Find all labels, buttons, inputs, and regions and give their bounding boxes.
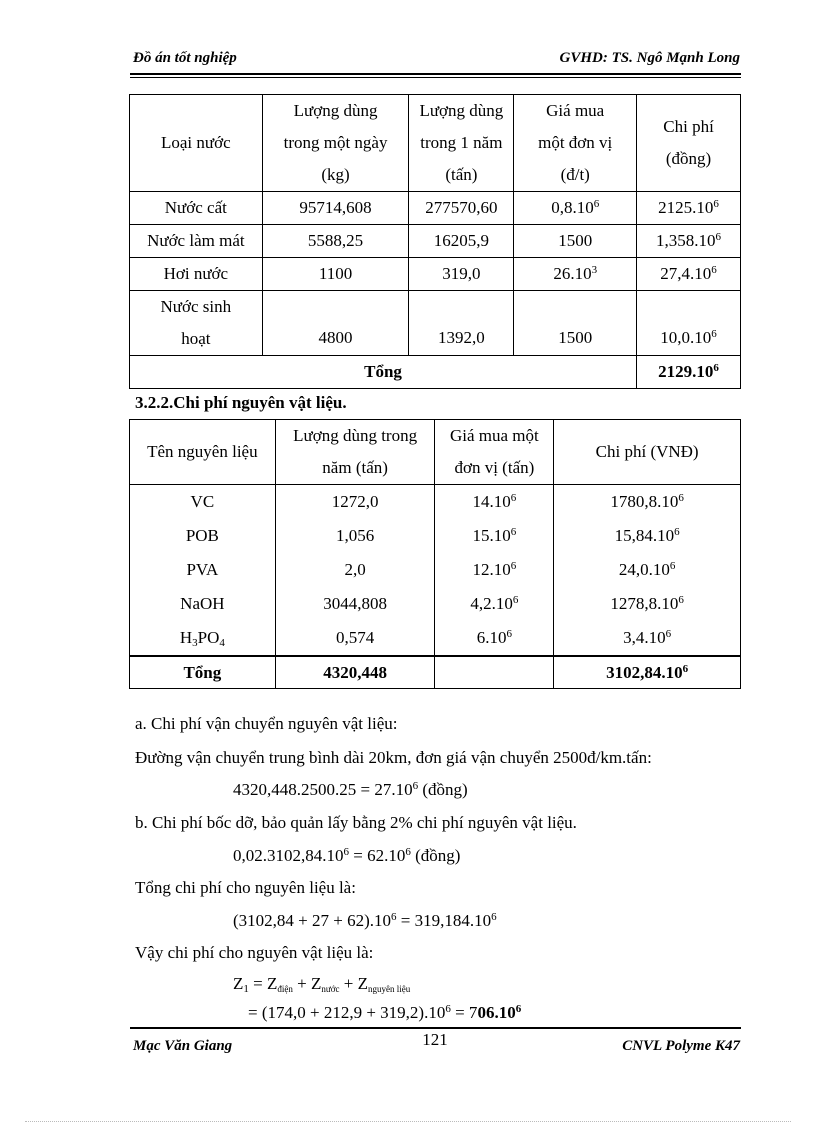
header-left: Đồ án tốt nghiệp <box>133 50 237 66</box>
cell: 3,4.10$^6$ <box>554 621 741 656</box>
header-rule-thin <box>130 77 741 78</box>
table-row <box>130 587 741 621</box>
paragraph-total-title: Tổng chi phí cho nguyên liệu là: <box>135 878 356 897</box>
cell: 24,0.10$^6$ <box>554 553 741 587</box>
cell: $H_3PO_4$ <box>130 621 276 656</box>
table-row <box>130 485 741 520</box>
formula-a: $4320,448.2500.25 = 27.10^6$ (đồng) <box>233 780 468 799</box>
cell: NaOH <box>130 587 276 621</box>
total-label: Tổng <box>130 656 276 689</box>
header-cell: Chi phí (VNĐ) <box>554 420 741 485</box>
cell: 6.10$^6$ <box>435 621 554 656</box>
cell: 1,358.10$^6$ <box>637 225 741 258</box>
cell: 4,2.10$^6$ <box>435 587 554 621</box>
cell <box>435 656 554 689</box>
paragraph-b-title: b. Chi phí bốc dỡ, bảo quản lấy bằng 2% chi phí nguyên vật liệu. <box>135 813 577 832</box>
cell: 5588,25 <box>262 225 409 258</box>
page-number: 121 <box>422 1030 448 1049</box>
cell: 26.10$^3$ <box>514 258 637 291</box>
cell: 319,0 <box>409 258 514 291</box>
header-cell: Chi phí (đồng) <box>637 95 741 192</box>
table-row <box>130 621 741 656</box>
header-cell: Lượng dùng trong 1 năm (tấn) <box>409 95 514 192</box>
cell: POB <box>130 519 276 553</box>
total-value: 2129.10$^6$ <box>637 356 741 389</box>
header-cell: Lượng dùng trong một ngày (kg) <box>262 95 409 192</box>
cell: 16205,9 <box>409 225 514 258</box>
header-rule <box>130 73 741 75</box>
cell: 0,8.10$^6$ <box>514 192 637 225</box>
cell: 1392,0 <box>409 291 514 356</box>
cell: 1500 <box>514 225 637 258</box>
table-row <box>130 192 741 225</box>
cell: 277570,60 <box>409 192 514 225</box>
cell: 3044,808 <box>275 587 435 621</box>
cell: 1100 <box>262 258 409 291</box>
table-row <box>130 258 741 291</box>
cell: 15.10$^6$ <box>435 519 554 553</box>
formula-b: $0,02.3102,84.10^6 = 62.10^6$ (đồng) <box>233 846 461 865</box>
cell: Nước cất <box>130 192 263 225</box>
header-cell: Tên nguyên liệu <box>130 420 276 485</box>
header-cell: Giá mua một đơn vị (tấn) <box>435 420 554 485</box>
header-cell: Loại nước <box>130 95 263 192</box>
cell: 14.10$^6$ <box>435 485 554 520</box>
cell: 27,4.10$^6$ <box>637 258 741 291</box>
formula-z1-result: = $(174,0 + 212,9 + 319,2).10^6 = 706.10^6$ <box>248 1003 522 1022</box>
footer-rule <box>130 1027 741 1029</box>
total-value: 3102,84.10$^6$ <box>554 656 741 689</box>
header-cell: Lượng dùng trong năm (tấn) <box>275 420 435 485</box>
cell: 1278,8.10$^6$ <box>554 587 741 621</box>
cell: 1500 <box>514 291 637 356</box>
paragraph-a-text: Đường vận chuyển trung bình dài 20km, đơn giá vận chuyển 2500đ/km.tấn: <box>135 748 652 767</box>
cell: 1,056 <box>275 519 435 553</box>
footer-right: CNVL Polyme K47 <box>622 1038 740 1054</box>
header-cell: Giá mua một đơn vị (đ/t) <box>514 95 637 192</box>
header-right: GVHD: TS. Ngô Mạnh Long <box>559 50 740 66</box>
cell: 1272,0 <box>275 485 435 520</box>
page-bottom-dotted-rule <box>25 1121 791 1122</box>
formula-total: $(3102,84 + 27 + 62).10^6 = 319,184.10^6$ <box>233 911 497 930</box>
material-cost-table <box>129 419 741 689</box>
cell: 4800 <box>262 291 409 356</box>
cell: 0,574 <box>275 621 435 656</box>
table-row <box>130 519 741 553</box>
paragraph-final-title: Vậy chi phí cho nguyên vật liệu là: <box>135 943 374 962</box>
table-header-row <box>130 420 741 485</box>
total-label: Tổng <box>130 356 637 389</box>
cell: VC <box>130 485 276 520</box>
cell: 95714,608 <box>262 192 409 225</box>
water-cost-table <box>129 94 741 389</box>
section-title: 3.2.2.Chi phí nguyên vật liệu. <box>135 393 347 412</box>
cell: 1780,8.10$^6$ <box>554 485 741 520</box>
total-qty: 4320,448 <box>275 656 435 689</box>
formula-z1: $Z_1 = Z_{điện} + Z_{nước} + Z_{nguyên liệu}$ <box>233 974 411 995</box>
cell: 12.10$^6$ <box>435 553 554 587</box>
cell: 15,84.10$^6$ <box>554 519 741 553</box>
cell: Nước làm mát <box>130 225 263 258</box>
cell: Hơi nước <box>130 258 263 291</box>
cell: 2,0 <box>275 553 435 587</box>
table-total-row <box>130 656 741 689</box>
cell: PVA <box>130 553 276 587</box>
table-total-row <box>130 356 741 389</box>
footer-left: Mạc Văn Giang <box>133 1038 233 1054</box>
cell: Nước sinh hoạt <box>130 291 263 356</box>
paragraph-a-title: a. Chi phí vận chuyển nguyên vật liệu: <box>135 714 398 733</box>
table-row <box>130 291 741 356</box>
table-row <box>130 553 741 587</box>
table-row <box>130 225 741 258</box>
table-header-row <box>130 95 741 192</box>
cell: 2125.10$^6$ <box>637 192 741 225</box>
cell: 10,0.10$^6$ <box>637 291 741 356</box>
